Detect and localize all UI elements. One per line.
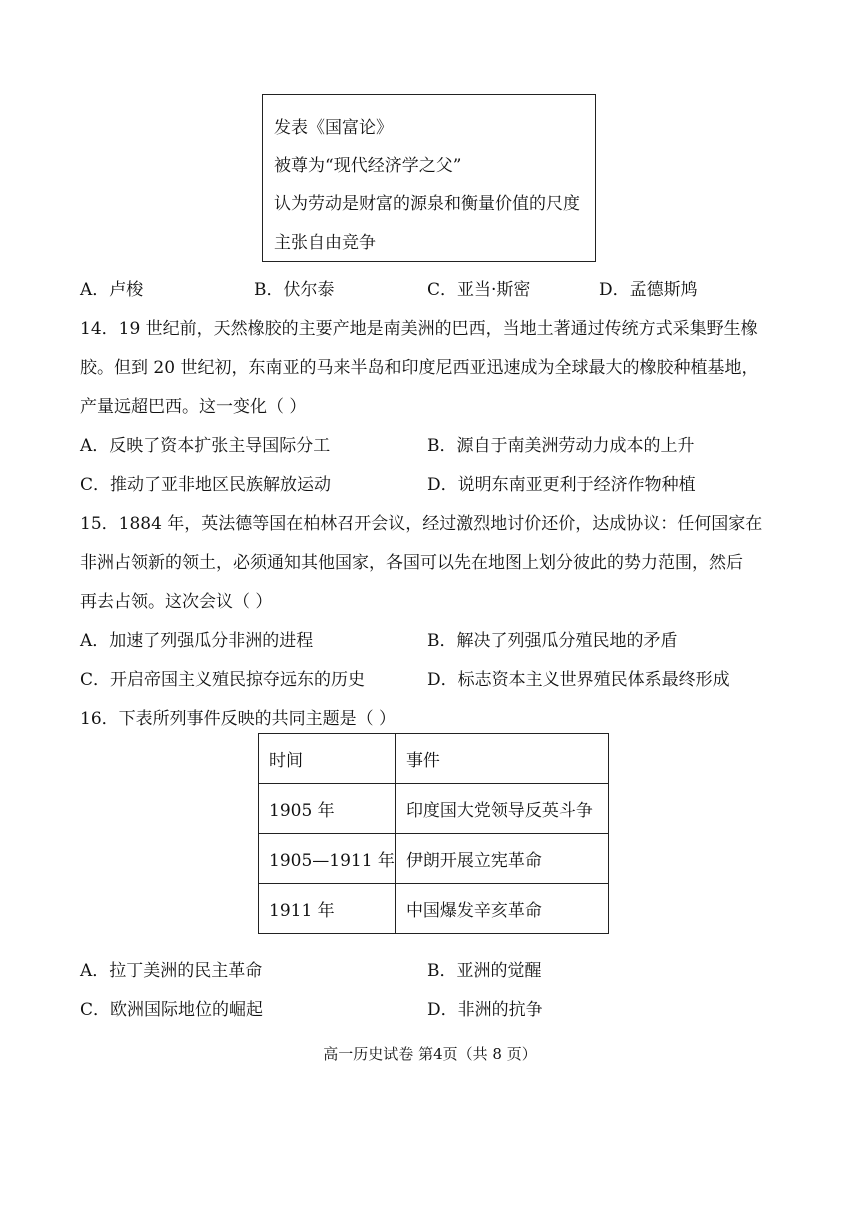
q16-option-d: D．非洲的抗争 (427, 1000, 543, 1020)
q13-box-line: 主张自由竞争 (274, 233, 376, 253)
table-cell-time: 1905—1911 年 (259, 834, 396, 884)
q16-option-a: A．拉丁美洲的民主革命 (80, 961, 263, 981)
q13-option-d: D．孟德斯鸠 (599, 280, 698, 300)
q13-box-line: 被尊为“现代经济学之父” (274, 156, 462, 176)
table-cell-event: 印度国大党领导反英斗争 (395, 784, 608, 834)
table-header-cell: 事件 (395, 734, 608, 784)
table-header-cell: 时间 (259, 734, 396, 784)
table-cell-event: 中国爆发辛亥革命 (395, 884, 608, 934)
q15-stem-line: 再去占领。这次会议（ ） (80, 592, 273, 612)
q14-stem-line: 产量远超巴西。这一变化（ ） (80, 397, 307, 417)
q16-option-c: C．欧洲国际地位的崛起 (80, 1000, 264, 1020)
q15-option-d: D．标志资本主义世界殖民体系最终形成 (427, 670, 730, 690)
q13-info-box (262, 94, 596, 262)
q13-option-b: B．伏尔泰 (254, 280, 335, 300)
q14-stem-line: 胶。但到 20 世纪初，东南亚的马来半岛和印度尼西亚迅速成为全球最大的橡胶种植基地， (80, 358, 759, 378)
page-footer: 高一历史试卷 第4页（共 8 页） (323, 1045, 537, 1063)
table-row (259, 884, 609, 934)
q15-option-c: C．开启帝国主义殖民掠夺远东的历史 (80, 670, 366, 690)
q16-option-b: B．亚洲的觉醒 (427, 961, 542, 981)
q14-option-d: D．说明东南亚更利于经济作物种植 (427, 475, 696, 495)
q15-stem-line: 15．1884 年，英法德等国在柏林召开会议，经过激烈地讨价还价，达成协议：任何国家在 (80, 514, 763, 534)
q14-stem-line: 14．19 世纪前，天然橡胶的主要产地是南美洲的巴西，当地土著通过传统方式采集野生橡 (80, 319, 758, 339)
q14-option-c: C．推动了亚非地区民族解放运动 (80, 475, 332, 495)
q16-stem: 16．下表所列事件反映的共同主题是（ ） (80, 709, 397, 729)
table-header-row (259, 734, 609, 784)
q15-stem-line: 非洲占领新的领土，必须通知其他国家，各国可以先在地图上划分彼此的势力范围，然后 (80, 553, 743, 573)
q13-option-a: A．卢梭 (80, 280, 144, 300)
q13-option-c: C．亚当·斯密 (427, 280, 531, 300)
table-cell-time: 1905 年 (259, 784, 396, 834)
table-row (259, 784, 609, 834)
table-cell-event: 伊朗开展立宪革命 (395, 834, 608, 884)
q15-option-a: A．加速了列强瓜分非洲的进程 (80, 631, 314, 651)
q14-option-b: B．源自于南美洲劳动力成本的上升 (427, 436, 695, 456)
q14-option-a: A．反映了资本扩张主导国际分工 (80, 436, 331, 456)
q13-box-line: 认为劳动是财富的源泉和衡量价值的尺度 (274, 194, 580, 214)
table-cell-time: 1911 年 (259, 884, 396, 934)
q16-event-table (258, 733, 609, 934)
q13-box-line: 发表《国富论》 (274, 118, 393, 138)
q15-option-b: B．解决了列强瓜分殖民地的矛盾 (427, 631, 678, 651)
table-row (259, 834, 609, 884)
